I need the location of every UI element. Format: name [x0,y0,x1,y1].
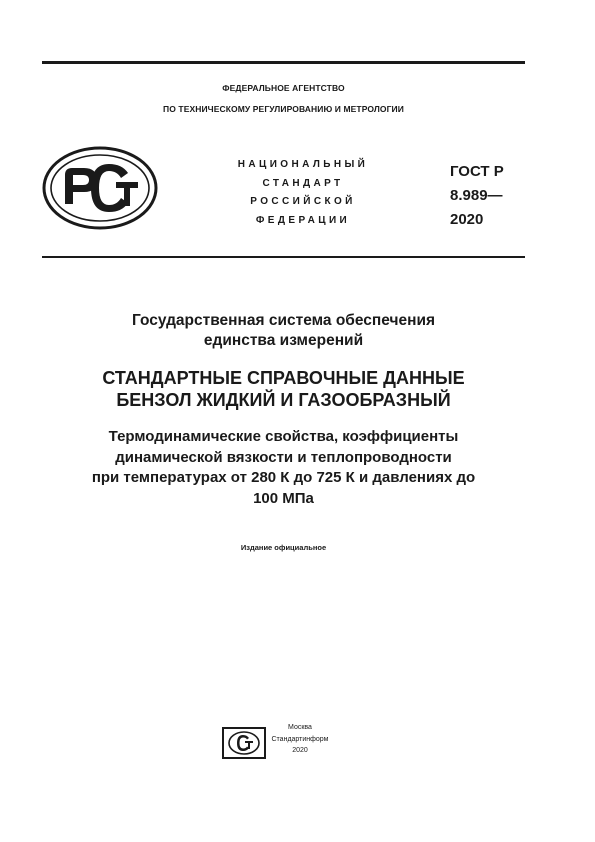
publisher-name: Стандартинформ [271,735,329,743]
publisher-city: Москва [288,724,312,731]
main-title [42,367,525,411]
publisher-info [268,722,332,757]
national-standard-line: РОССИЙСКОЙ [250,196,356,207]
standard-designation [450,160,504,232]
agency-line-1: ФЕДЕРАЛЬНОЕ АГЕНТСТВО [222,83,345,93]
middle-rule [42,256,525,258]
main-title-line: БЕНЗОЛ ЖИДКИЙ И ГАЗООБРАЗНЫЙ [116,390,451,410]
system-title-line: единства измерений [203,332,364,349]
agency-line-2: ПО ТЕХНИЧЕСКОМУ РЕГУЛИРОВАНИЮ И МЕТРОЛОГИИ [163,104,404,114]
national-standard-label [198,156,408,230]
standartinform-logo-icon [222,727,266,759]
subtitle-line: динамической вязкости и теплопроводности [115,448,452,466]
designation-line: 8.989— [450,187,503,204]
designation-line: 2020 [450,211,484,228]
publisher-year: 2020 [292,747,308,754]
rst-logo-icon [42,146,158,230]
subtitle-line: Термодинамические свойства, коэффициенты [108,428,459,445]
designation-line: ГОСТ Р [450,163,504,180]
system-title [42,311,525,351]
national-standard-line: НАЦИОНАЛЬНЫЙ [237,159,369,170]
main-title-line: СТАНДАРТНЫЕ СПРАВОЧНЫЕ ДАННЫЕ [102,368,465,388]
edition-label: Издание официальное [240,543,327,552]
national-standard-line: ФЕДЕРАЦИИ [255,214,351,226]
national-standard-line: СТАНДАРТ [262,177,344,189]
top-rule [42,61,525,64]
system-title-line: Государственная система обеспечения [131,312,436,329]
subtitle-line: при температурах от 280 К до 725 К и давлениях до [91,469,476,486]
subtitle [42,427,525,509]
subtitle-line: 100 МПа [253,489,314,507]
